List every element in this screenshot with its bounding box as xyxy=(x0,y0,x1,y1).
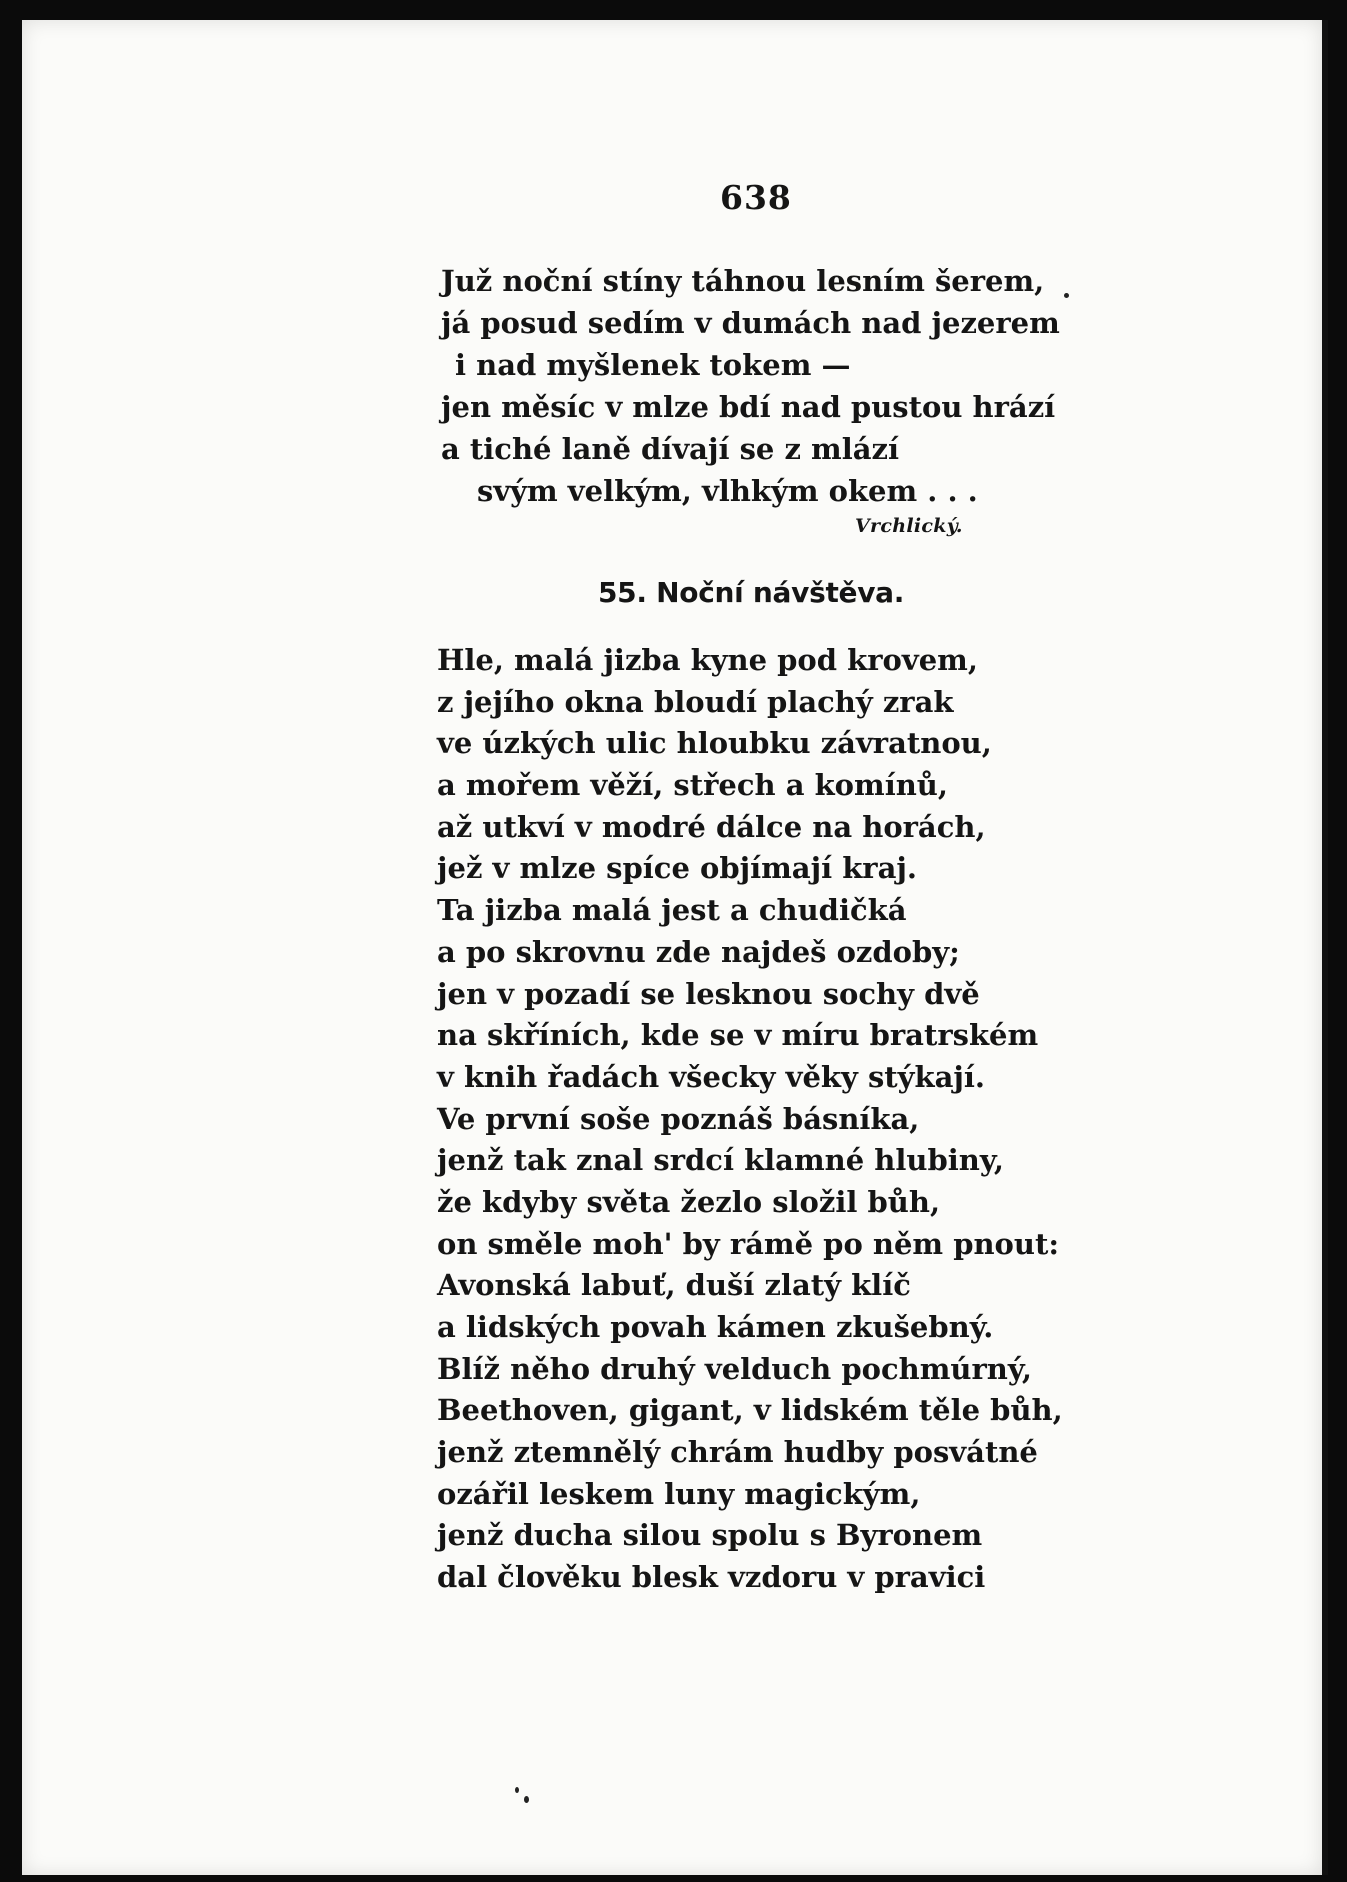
poem-top-line-3: i nad myšlenek tokem — xyxy=(455,348,851,382)
poem-top-line-4: jen měsíc v mlze bdí nad pustou hrází xyxy=(441,390,1056,424)
poem-main-line-12: Ve první soše poznáš básníka, xyxy=(437,1101,920,1136)
poem-main-line-2: z jejího okna bloudí plachý zrak xyxy=(437,684,954,719)
poem-main-line-7: Ta jizba malá jest a chudičká xyxy=(437,893,907,928)
poem-main-line-10: na skříních, kde se v míru bratrském xyxy=(437,1018,1039,1053)
poem-top xyxy=(441,260,1060,512)
poem-main-line-16: Avonská labuť, duší zlatý klíč xyxy=(437,1268,911,1303)
poem-author: Vrchlický. xyxy=(855,515,963,537)
poem-main-line-23: dal člověku blesk vzdoru v pravici xyxy=(437,1560,986,1595)
poem-main-line-3: ve úzkých ulic hloubku závratnou, xyxy=(437,726,992,761)
poem-top-line-5: a tiché laně dívají se z mlází xyxy=(441,432,899,466)
poem-main-line-5: až utkví v modré dálce na horách, xyxy=(437,809,986,844)
poem-main-line-11: v knih řadách všecky věky stýkají. xyxy=(437,1059,986,1094)
section-heading: 55. Noční návštěva. xyxy=(598,576,905,609)
poem-top-line-6: svým velkým, vlhkým okem . . . xyxy=(477,474,978,508)
poem-main-line-19: Beethoven, gigant, v lidském těle bůh, xyxy=(437,1393,1063,1428)
page-edge-shadow xyxy=(1322,20,1328,1875)
poem-top-line-2: já posud sedím v dumách nad jezerem xyxy=(441,306,1060,340)
poem-main-line-22: jenž ducha silou spolu s Byronem xyxy=(437,1518,983,1553)
poem-main xyxy=(437,640,1063,1599)
poem-main-line-21: ozářil leskem luny magickým, xyxy=(437,1476,921,1511)
poem-main-line-9: jen v pozadí se lesknou sochy dvě xyxy=(437,976,980,1011)
poem-main-line-13: jenž tak znal srdcí klamné hlubiny, xyxy=(437,1143,1005,1178)
poem-main-line-15: on směle moh' by rámě po něm pnout: xyxy=(437,1226,1060,1261)
poem-main-line-4: a mořem věží, střech a komínů, xyxy=(437,768,948,803)
ink-speck xyxy=(524,1796,529,1803)
poem-main-line-6: jež v mlze spíce objímají kraj. xyxy=(437,851,917,886)
page-number: 638 xyxy=(720,178,792,217)
poem-main-line-14: že kdyby světa žezlo složil bůh, xyxy=(437,1184,941,1219)
poem-main-line-8: a po skrovnu zde najdeš ozdoby; xyxy=(437,934,960,969)
ink-speck xyxy=(1064,293,1069,298)
poem-top-line-1: Juž noční stíny táhnou lesním šerem, xyxy=(441,264,1045,298)
poem-main-line-1: Hle, malá jizba kyne pod krovem, xyxy=(437,643,978,677)
poem-main-line-17: a lidských povah kámen zkušebný. xyxy=(437,1310,994,1344)
poem-main-line-20: jenž ztemnělý chrám hudby posvátné xyxy=(437,1435,1038,1470)
poem-main-line-18: Blíž něho druhý velduch pochmúrný, xyxy=(437,1351,1033,1386)
ink-speck xyxy=(515,1787,519,1793)
